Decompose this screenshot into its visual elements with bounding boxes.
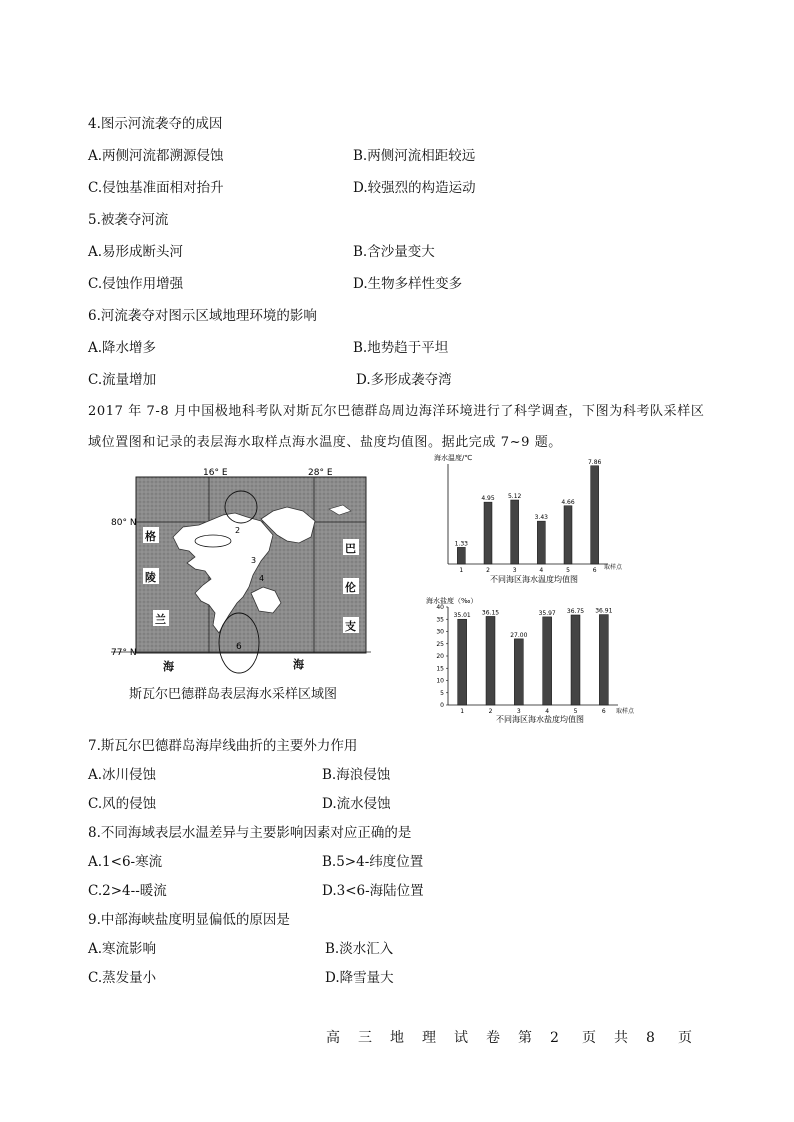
svg-text:兰: 兰 bbox=[155, 613, 166, 626]
sal-chart-xlabel: 取样点 bbox=[616, 708, 635, 715]
footer-char: 页 bbox=[678, 1030, 692, 1046]
svg-text:支: 支 bbox=[345, 620, 356, 633]
q8-option-d: D.3<6-海陆位置 bbox=[322, 883, 424, 899]
intro-line-2: 域位置图和记录的表层海水取样点海水温度、盐度均值图。据此完成 7~9 题。 bbox=[88, 435, 562, 450]
svg-text:陵: 陵 bbox=[145, 571, 156, 584]
bar-value-label: 5.12 bbox=[507, 493, 522, 500]
x-tick-label: 3 bbox=[516, 708, 521, 715]
bar bbox=[511, 500, 519, 564]
q6-option-a: A.降水增多 bbox=[88, 340, 157, 356]
sal-chart-title: 不同海区海水盐度均值图 bbox=[496, 715, 584, 724]
y-tick-label: 15 bbox=[436, 665, 444, 673]
bar-value-label: 1.33 bbox=[454, 540, 469, 548]
x-tick-label: 4 bbox=[539, 567, 544, 574]
y-tick-label: 0 bbox=[440, 702, 444, 709]
y-tick-label: 20 bbox=[436, 653, 444, 660]
svg-text:巴: 巴 bbox=[345, 542, 356, 555]
q5-stem: 5.被袭夺河流 bbox=[88, 212, 169, 228]
y-tick-label: 10 bbox=[436, 677, 444, 685]
bar-value-label: 3.43 bbox=[534, 514, 549, 522]
bar-value-label: 35.01 bbox=[453, 612, 471, 620]
q4-option-a: A.两侧河流都溯源侵蚀 bbox=[88, 148, 224, 164]
bar bbox=[537, 521, 545, 564]
svg-text:伦: 伦 bbox=[345, 581, 356, 594]
svg-text:海: 海 bbox=[293, 658, 304, 671]
map-point-3: 3 bbox=[251, 556, 257, 565]
q9-option-a: A.寒流影响 bbox=[88, 941, 157, 957]
bar bbox=[543, 617, 552, 705]
footer-char: 理 bbox=[422, 1030, 436, 1046]
page-footer bbox=[326, 1027, 698, 1047]
bar-value-label: 35.97 bbox=[538, 609, 556, 617]
q7-option-d: D.流水侵蚀 bbox=[322, 796, 391, 812]
footer-char: 卷 bbox=[486, 1030, 500, 1046]
q6-option-b: B.地势趋于平坦 bbox=[353, 340, 449, 356]
salinity-chart bbox=[416, 595, 640, 725]
footer-char: 共 bbox=[614, 1030, 628, 1046]
y-tick-label: 35 bbox=[436, 616, 444, 624]
q6-option-c: C.流量增加 bbox=[88, 372, 157, 388]
x-tick-label: 5 bbox=[573, 708, 578, 715]
svg-text:格: 格 bbox=[145, 530, 156, 543]
q5-option-d: D.生物多样性变多 bbox=[353, 276, 463, 292]
bar bbox=[484, 502, 492, 564]
q9-stem: 9.中部海峡盐度明显偏低的原因是 bbox=[88, 912, 290, 928]
footer-char: 地 bbox=[390, 1030, 404, 1046]
footer-total-pages: 8 bbox=[646, 1030, 655, 1046]
bar bbox=[591, 466, 599, 564]
y-tick-label: 40 bbox=[436, 604, 444, 611]
footer-char: 高 bbox=[326, 1030, 340, 1046]
x-tick-label: 3 bbox=[512, 567, 517, 574]
footer-page-number: 2 bbox=[550, 1030, 559, 1046]
bar-value-label: 36.15 bbox=[481, 609, 500, 617]
lon-label-28: 28° E bbox=[308, 468, 333, 478]
temp-chart-title: 不同海区海水温度均值图 bbox=[490, 575, 578, 584]
temp-chart-ylabel: 海水温度/℃ bbox=[434, 454, 473, 462]
bar bbox=[564, 506, 572, 564]
q8-option-c: C.2>4--暖流 bbox=[88, 883, 167, 899]
temperature-chart bbox=[428, 452, 628, 592]
bar bbox=[571, 615, 580, 705]
q7-option-a: A.冰川侵蚀 bbox=[88, 767, 157, 783]
q7-option-c: C.风的侵蚀 bbox=[88, 796, 157, 812]
x-tick-label: 1 bbox=[459, 567, 464, 574]
bar-value-label: 7.86 bbox=[587, 458, 602, 466]
x-tick-label: 6 bbox=[592, 567, 597, 574]
q7-option-b: B.海浪侵蚀 bbox=[322, 767, 391, 783]
x-tick-label: 2 bbox=[486, 567, 490, 574]
q9-option-b: B.淡水汇入 bbox=[325, 941, 394, 957]
q5-option-b: B.含沙量变大 bbox=[353, 244, 435, 260]
sal-chart-ylabel: 海水盐度（‰） bbox=[426, 597, 478, 605]
bar bbox=[458, 619, 467, 705]
footer-char: 试 bbox=[454, 1030, 468, 1046]
q4-option-c: C.侵蚀基准面相对抬升 bbox=[88, 180, 224, 196]
map-point-4: 4 bbox=[259, 574, 265, 583]
y-tick-label: 5 bbox=[440, 689, 444, 697]
lon-label-16: 16° E bbox=[203, 468, 228, 478]
y-tick-label: 25 bbox=[436, 640, 444, 648]
q4-option-b: B.两侧河流相距较远 bbox=[353, 148, 476, 164]
x-tick-label: 1 bbox=[460, 708, 465, 715]
bar bbox=[457, 547, 465, 564]
q8-option-b: B.5>4-纬度位置 bbox=[322, 854, 424, 870]
q6-option-d: D.多形成袭夺湾 bbox=[356, 372, 452, 388]
q9-option-d: D.降雪量大 bbox=[325, 970, 394, 986]
map-caption: 斯瓦尔巴德群岛表层海水采样区域图 bbox=[129, 687, 338, 702]
bar-value-label: 4.95 bbox=[481, 495, 495, 503]
bar-value-label: 36.91 bbox=[595, 607, 613, 615]
lat-label-77: 77° N bbox=[111, 648, 137, 658]
temp-chart-xlabel: 取样点 bbox=[604, 564, 623, 571]
map-point-2: 2 bbox=[235, 526, 241, 535]
map-point-6: 6 bbox=[236, 642, 242, 652]
lat-label-80: 80° N bbox=[111, 518, 137, 528]
x-tick-label: 5 bbox=[566, 567, 570, 574]
q8-stem: 8.不同海域表层水温差异与主要影响因素对应正确的是 bbox=[88, 825, 412, 841]
x-tick-label: 6 bbox=[601, 708, 606, 715]
bar bbox=[514, 639, 523, 705]
bar-value-label: 36.75 bbox=[566, 607, 585, 615]
footer-char: 第 bbox=[518, 1030, 532, 1046]
svalbard-map bbox=[111, 465, 381, 702]
q8-option-a: A.1<6-寒流 bbox=[88, 854, 163, 870]
temperature-chart-svg bbox=[428, 452, 628, 592]
y-tick-label: 30 bbox=[436, 628, 444, 636]
svalbard-map-svg bbox=[111, 465, 381, 695]
q7-stem: 7.斯瓦尔巴德群岛海岸线曲折的主要外力作用 bbox=[88, 738, 358, 754]
salinity-chart-svg bbox=[416, 595, 640, 725]
bar bbox=[599, 615, 608, 705]
q4-option-d: D.较强烈的构造运动 bbox=[353, 180, 476, 196]
intro-line-1: 2017 年 7-8 月中国极地科考队对斯瓦尔巴德群岛周边海洋环境进行了科学调查，下图为科考队采样区 bbox=[88, 404, 705, 419]
bar bbox=[486, 616, 495, 705]
bar-value-label: 27.00 bbox=[510, 631, 528, 639]
svg-text:海: 海 bbox=[163, 660, 174, 673]
q5-option-a: A.易形成断头河 bbox=[88, 244, 184, 260]
bar-value-label: 4.66 bbox=[561, 498, 575, 506]
footer-char: 页 bbox=[582, 1030, 596, 1046]
footer-char: 三 bbox=[358, 1030, 372, 1046]
x-tick-label: 2 bbox=[488, 708, 493, 715]
q4-stem: 4.图示河流袭夺的成因 bbox=[88, 116, 223, 132]
q9-option-c: C.蒸发量小 bbox=[88, 970, 157, 986]
x-tick-label: 4 bbox=[545, 708, 550, 715]
q6-stem: 6.河流袭夺对图示区域地理环境的影响 bbox=[88, 308, 317, 324]
q5-option-c: C.侵蚀作用增强 bbox=[88, 276, 184, 292]
